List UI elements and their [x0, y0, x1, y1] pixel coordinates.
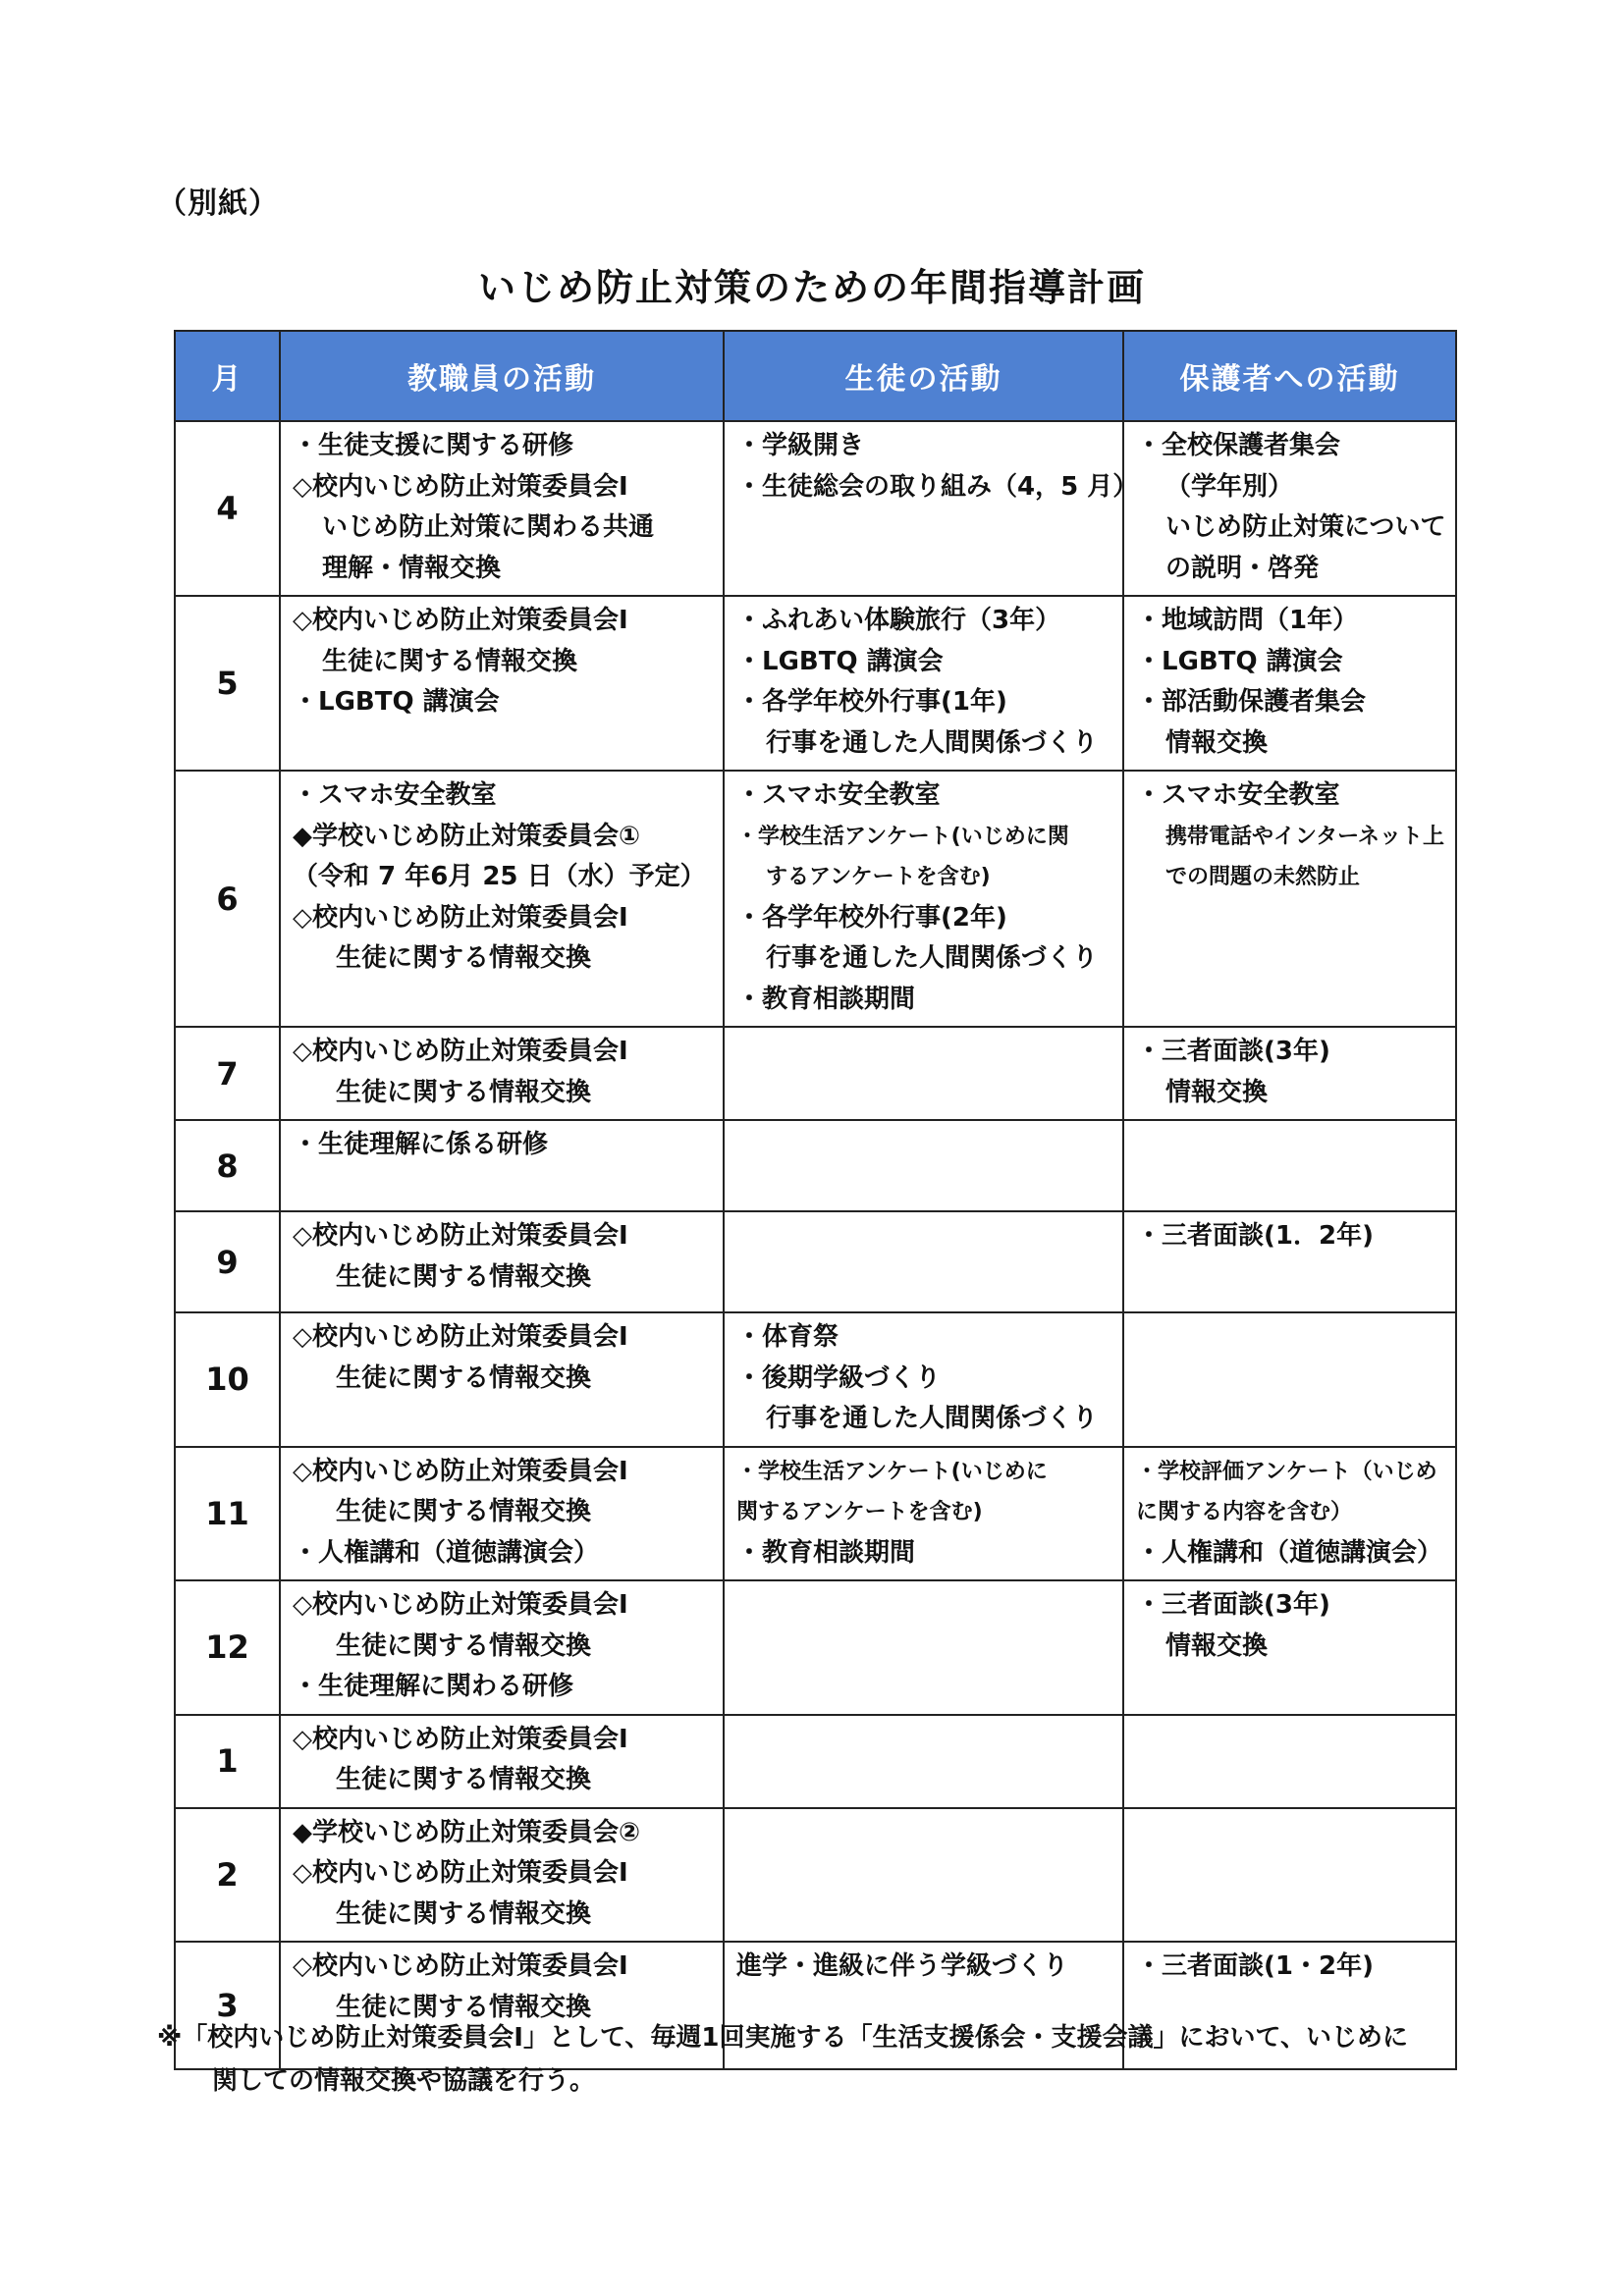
parents-activity-cell	[1123, 1808, 1456, 1943]
students-activity-cell	[724, 1808, 1123, 1943]
activity-line: ・学校生活アンケート(いじめに	[736, 1459, 1048, 1484]
activity-line: ・三者面談(3年)	[1136, 1590, 1330, 1620]
month-cell: 6	[175, 771, 280, 1027]
parents-activity-cell	[1123, 421, 1456, 596]
activity-line: ◆学校いじめ防止対策委員会②	[293, 1817, 641, 1847]
activity-line: ◇校内いじめ防止対策委員会Ⅰ	[293, 1858, 628, 1888]
activity-line: ◆学校いじめ防止対策委員会①	[293, 821, 641, 851]
activity-line: ◇校内いじめ防止対策委員会Ⅰ	[293, 1724, 628, 1754]
students-activity-cell	[724, 1211, 1123, 1312]
staff-activity-cell	[280, 1447, 724, 1581]
students-activity-cell	[724, 421, 1139, 596]
activity-line: ◇校内いじめ防止対策委員会Ⅰ	[293, 606, 628, 635]
activity-line: に関する内容を含む）	[1136, 1500, 1353, 1524]
parents-activity-cell	[1123, 596, 1456, 771]
staff-activity-cell	[280, 1312, 724, 1447]
month-cell: 9	[175, 1211, 280, 1312]
staff-activity-cell	[280, 1211, 724, 1312]
activity-line: ・ふれあい体験旅行（3年）	[736, 606, 1061, 635]
table-row	[175, 596, 1456, 771]
activity-line: 携帯電話やインターネット上	[1165, 824, 1445, 849]
activity-line: ・学級開き	[736, 431, 865, 460]
table-row	[175, 1447, 1456, 1581]
activity-line: ・LGBTQ 講演会	[736, 646, 944, 676]
footnote	[157, 2016, 1473, 2103]
activity-line: ・学校生活アンケート(いじめに関	[736, 824, 1069, 849]
month-cell: 1	[175, 1715, 280, 1808]
table-body	[175, 421, 1456, 2069]
activity-line: ◇校内いじめ防止対策委員会Ⅰ	[293, 1322, 628, 1352]
activity-line: ・生徒支援に関する研修	[293, 431, 574, 460]
activity-line: ・教育相談期間	[736, 984, 916, 1014]
activity-line: 行事を通した人間関係づくり	[766, 727, 1099, 758]
activity-line: ・スマホ安全教室	[1136, 780, 1340, 810]
activity-line: ◇校内いじめ防止対策委員会Ⅰ	[293, 1456, 628, 1486]
activity-line: 生徒に関する情報交換	[336, 1362, 592, 1393]
activity-line: 行事を通した人間関係づくり	[766, 943, 1099, 973]
activity-line: ・体育祭	[736, 1322, 839, 1352]
activity-line: ◇校内いじめ防止対策委員会Ⅰ	[293, 1951, 628, 1981]
students-activity-cell	[724, 771, 1123, 1027]
parents-activity-cell	[1123, 1211, 1456, 1312]
parents-activity-cell	[1123, 1120, 1456, 1211]
activity-line: ◇校内いじめ防止対策委員会Ⅰ	[293, 1590, 628, 1620]
staff-activity-cell	[280, 1808, 724, 1943]
students-activity-cell	[724, 596, 1123, 771]
activity-line: ・スマホ安全教室	[293, 780, 497, 810]
month-cell: 11	[175, 1447, 280, 1581]
activity-line: 生徒に関する情報交換	[336, 1261, 592, 1292]
annual-plan-table	[174, 330, 1457, 2070]
activity-line: いじめ防止対策に関わる共通	[322, 512, 655, 542]
activity-line: （学年別）	[1165, 471, 1294, 502]
table-row	[175, 421, 1456, 596]
activity-line: ・人権講和（道徳講演会）	[293, 1537, 600, 1568]
staff-activity-cell	[280, 1580, 724, 1715]
activity-line: （令和 7 年6月 25 日（水）予定）	[293, 862, 706, 891]
parents-activity-cell	[1123, 1715, 1456, 1808]
activity-line: ◇校内いじめ防止対策委員会Ⅰ	[293, 902, 628, 933]
header-month: 月	[175, 331, 280, 421]
parents-activity-cell	[1123, 1312, 1456, 1447]
activity-line: ・人権講和（道徳講演会）	[1136, 1537, 1443, 1568]
activity-line: ・生徒理解に係る研修	[293, 1130, 549, 1159]
activity-line: ・全校保護者集会	[1136, 431, 1341, 460]
header-student-activities: 生徒の活動	[724, 331, 1123, 421]
activity-line: ◇校内いじめ防止対策委員会Ⅰ	[293, 471, 628, 502]
month-cell: 12	[175, 1580, 280, 1715]
attachment-label: （別紙）	[157, 187, 279, 221]
activity-line: 行事を通した人間関係づくり	[766, 1404, 1099, 1433]
table-row	[175, 1580, 1456, 1715]
staff-activity-cell	[280, 1027, 724, 1120]
footnote-line-2: 関しての情報交換や協議を行う。	[212, 2066, 596, 2096]
activity-line: ・各学年校外行事(2年)	[736, 902, 1007, 933]
activity-line: ・生徒理解に関わる研修	[293, 1672, 574, 1701]
activity-line: ・スマホ安全教室	[736, 780, 941, 810]
activity-line: 生徒に関する情報交換	[336, 1630, 592, 1661]
month-cell: 3	[175, 1942, 280, 2069]
activity-line: いじめ防止対策について	[1165, 512, 1446, 542]
table-row	[175, 1715, 1456, 1808]
activity-line: 生徒に関する情報交換	[336, 1898, 592, 1929]
page-title: いじめ防止対策のための年間指導計画	[477, 266, 1146, 309]
header-parent-activities: 保護者への活動	[1123, 331, 1456, 421]
month-cell: 8	[175, 1120, 280, 1211]
staff-activity-cell	[280, 1715, 724, 1808]
activity-line: 生徒に関する情報交換	[336, 1497, 592, 1526]
activity-line: 理解・情報交換	[322, 553, 502, 583]
parents-activity-cell	[1123, 1027, 1456, 1120]
activity-line: の説明・啓発	[1165, 553, 1320, 583]
staff-activity-cell	[280, 771, 724, 1027]
activity-line: ・地域訪問（1年）	[1136, 606, 1359, 635]
staff-activity-cell	[280, 596, 724, 771]
activity-line: 情報交換	[1165, 727, 1269, 758]
table-row	[175, 1808, 1456, 1943]
activity-line: 関するアンケートを含む)	[736, 1500, 983, 1524]
table-header-row	[175, 331, 1456, 421]
table-row	[175, 1120, 1456, 1211]
staff-activity-cell	[280, 1120, 724, 1211]
activity-line: ・学校評価アンケート（いじめ	[1136, 1459, 1437, 1484]
header-staff-activities: 教職員の活動	[280, 331, 724, 421]
parents-activity-cell	[1123, 771, 1456, 1027]
footnote-line-1: ※「校内いじめ防止対策委員会Ⅰ」として、毎週1回実施する「生活支援係会・支援会議」において、いじめに	[157, 2023, 1409, 2053]
activity-line: ・LGBTQ 講演会	[293, 687, 500, 717]
parents-activity-cell	[1123, 1447, 1456, 1581]
month-cell: 2	[175, 1808, 280, 1943]
activity-line: 情報交換	[1165, 1630, 1269, 1661]
table-row	[175, 1312, 1456, 1447]
activity-line: ・教育相談期間	[736, 1537, 916, 1568]
activity-line: 生徒に関する情報交換	[336, 1992, 592, 2022]
activity-line: 生徒に関する情報交換	[336, 1077, 592, 1107]
activity-line: 進学・進級に伴う学級づくり	[736, 1951, 1069, 1981]
activity-line: ◇校内いじめ防止対策委員会Ⅰ	[293, 1221, 628, 1251]
activity-line: 生徒に関する情報交換	[336, 1765, 592, 1794]
activity-line: するアンケートを含む)	[766, 865, 991, 889]
activity-line: ・生徒総会の取り組み（4，5 月）	[736, 471, 1139, 502]
month-cell: 5	[175, 596, 280, 771]
students-activity-cell	[724, 1027, 1123, 1120]
activity-line: ◇校内いじめ防止対策委員会Ⅰ	[293, 1037, 628, 1066]
activity-line: 情報交換	[1165, 1077, 1269, 1107]
table-row	[175, 1027, 1456, 1120]
activity-line: ・LGBTQ 講演会	[1136, 646, 1343, 676]
activity-line: ・後期学級づくり	[736, 1362, 942, 1393]
activity-line: ・三者面談(1．2年)	[1136, 1221, 1374, 1251]
month-cell: 4	[175, 421, 280, 596]
students-activity-cell	[724, 1715, 1123, 1808]
students-activity-cell	[724, 1312, 1123, 1447]
parents-activity-cell	[1123, 1580, 1456, 1715]
month-cell: 7	[175, 1027, 280, 1120]
table-row	[175, 1211, 1456, 1312]
month-cell: 10	[175, 1312, 280, 1447]
activity-line: での問題の未然防止	[1165, 865, 1361, 889]
activity-line: ・各学年校外行事(1年)	[736, 687, 1007, 717]
students-activity-cell	[724, 1580, 1123, 1715]
table-row	[175, 771, 1456, 1027]
activity-line: 生徒に関する情報交換	[322, 646, 578, 676]
students-activity-cell	[724, 1120, 1123, 1211]
activity-line: 生徒に関する情報交換	[336, 943, 592, 973]
activity-line: ・部活動保護者集会	[1136, 687, 1367, 717]
students-activity-cell	[724, 1447, 1123, 1581]
activity-line: ・三者面談(1・2年)	[1136, 1951, 1374, 1981]
activity-line: ・三者面談(3年)	[1136, 1037, 1330, 1066]
staff-activity-cell	[280, 421, 724, 596]
